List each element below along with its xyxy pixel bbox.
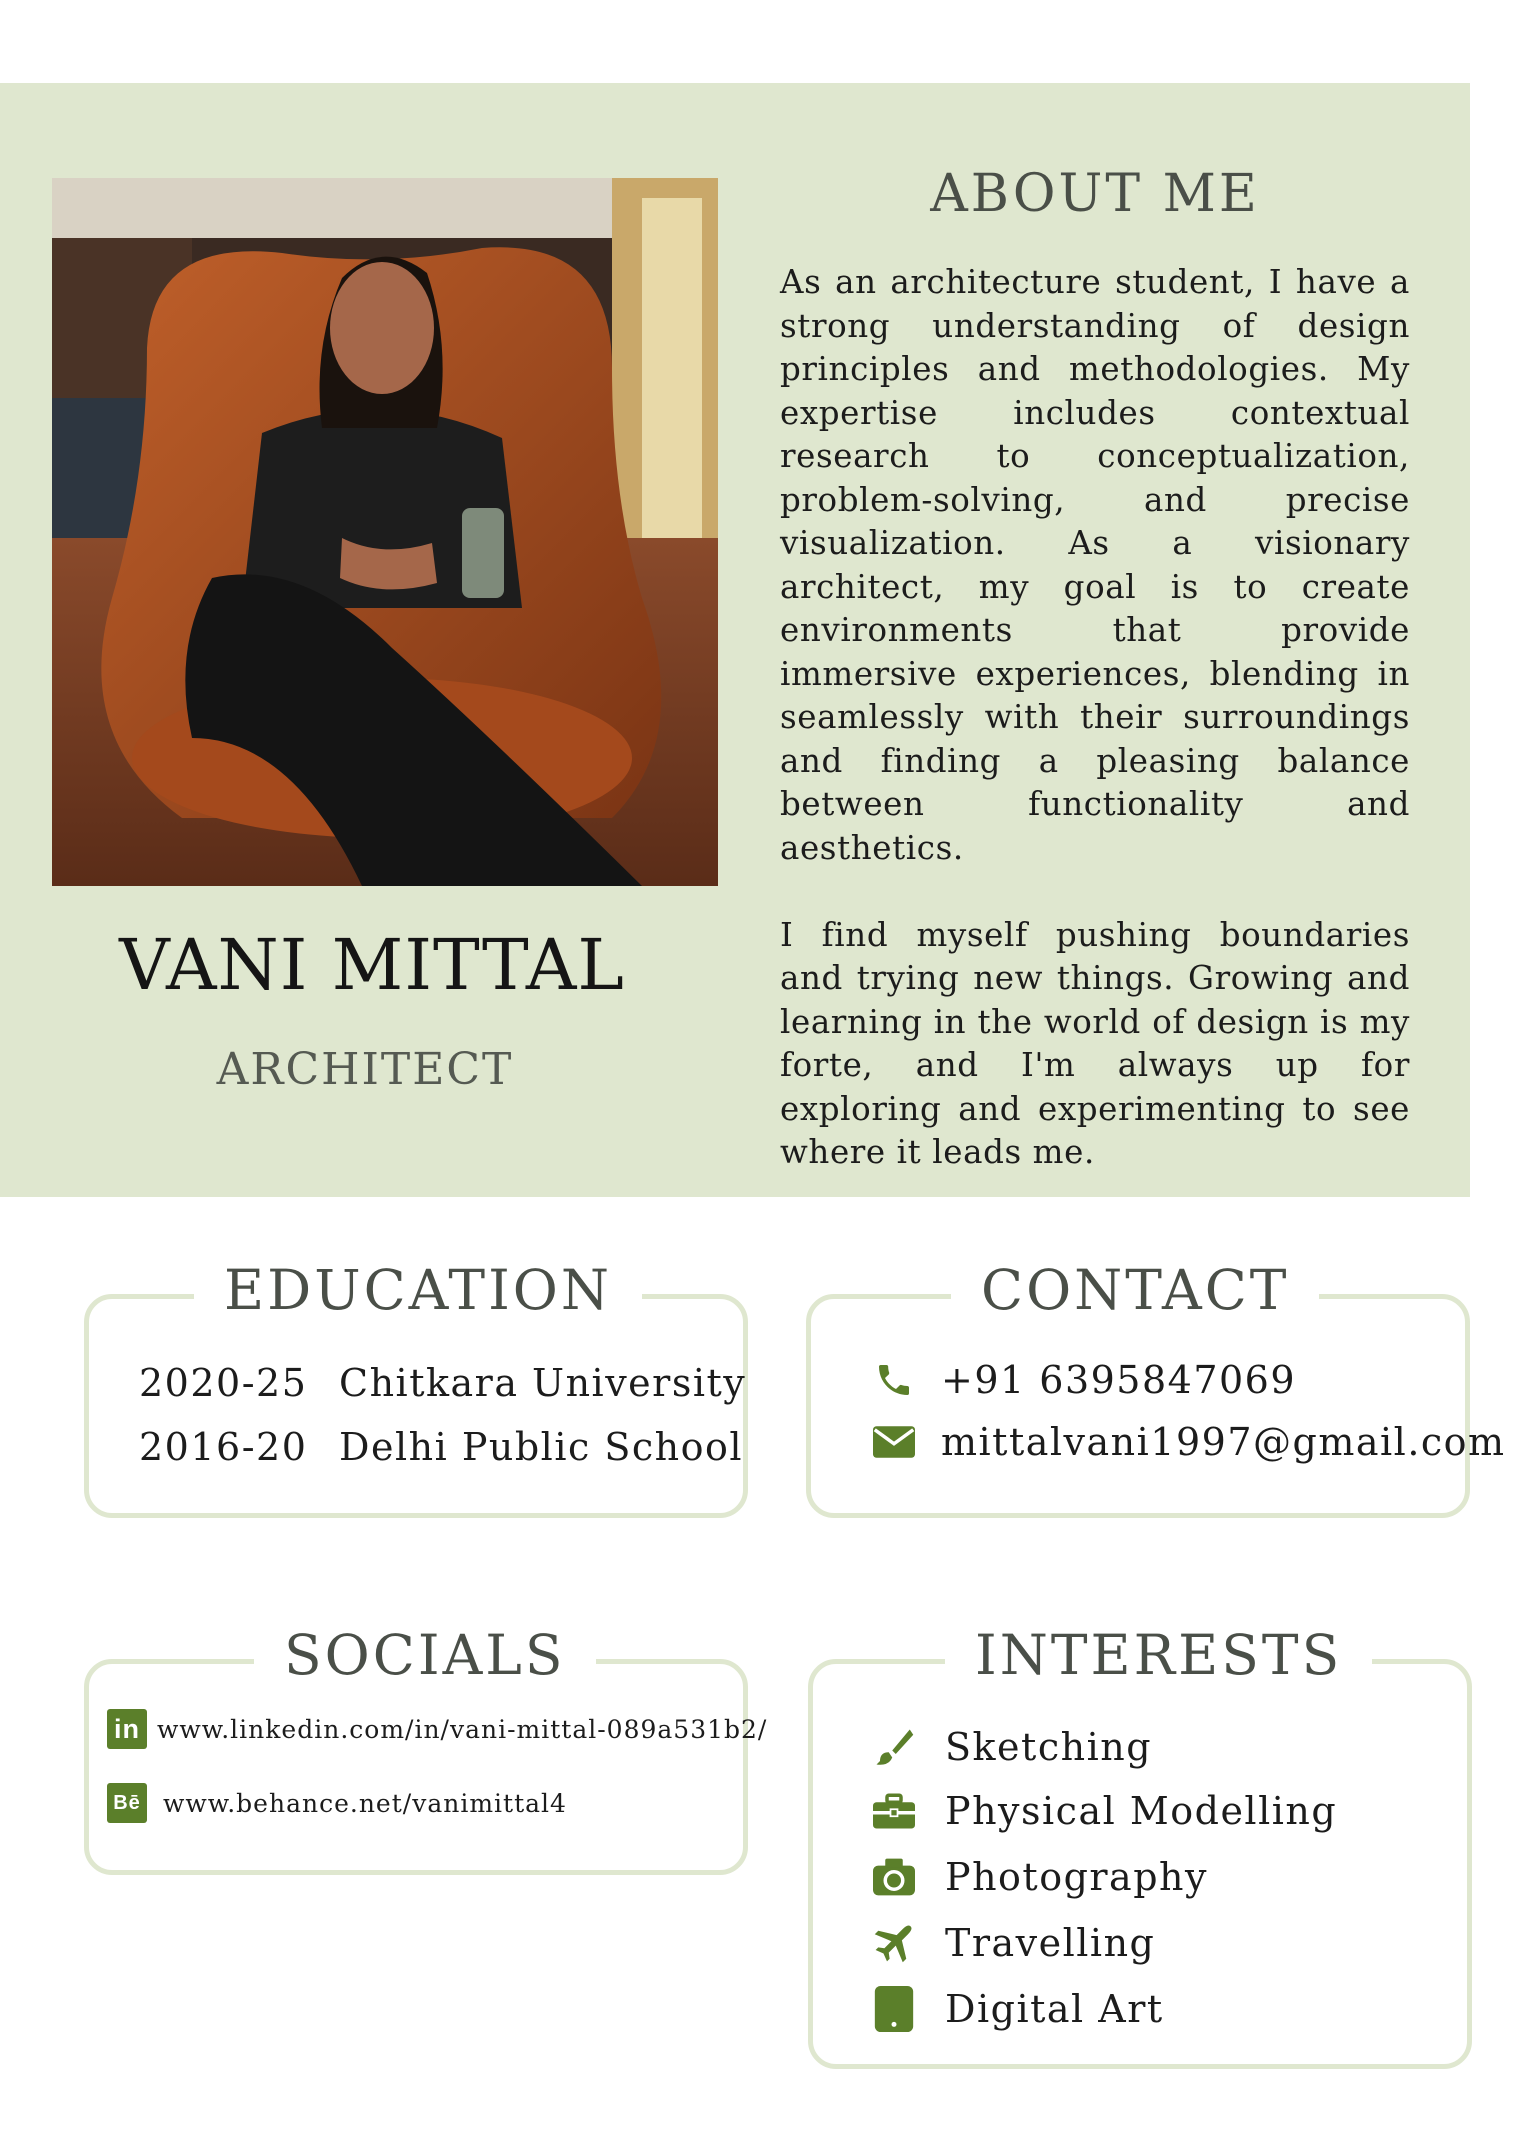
person-name: VANI MITTAL (119, 924, 625, 1006)
education-year: 2020-25 (139, 1361, 308, 1405)
person-role: ARCHITECT (216, 1044, 514, 1095)
mail-icon (871, 1419, 917, 1465)
education-box (84, 1258, 748, 1518)
interest-item (871, 1724, 1152, 1770)
interest-label: Digital Art (945, 1987, 1164, 2031)
toolbox-icon (871, 1788, 917, 1834)
tablet-icon (871, 1986, 917, 2032)
linkedin-icon: in (107, 1709, 147, 1749)
interests-title: INTERESTS (945, 1628, 1372, 1683)
linkedin-link[interactable]: www.linkedin.com/in/vani-mittal-089a531b2/ (157, 1714, 768, 1744)
airplane-icon (871, 1920, 917, 1966)
education-row (139, 1361, 746, 1405)
camera-icon (871, 1854, 917, 1900)
about-text (780, 261, 1410, 1175)
interest-label: Travelling (945, 1921, 1156, 1965)
email-address[interactable]: mittalvani1997@gmail.com (941, 1420, 1506, 1464)
education-row (139, 1425, 743, 1469)
socials-box (84, 1623, 768, 1875)
interest-item (871, 1920, 1155, 1966)
contact-phone-row (871, 1357, 1296, 1403)
behance-link[interactable]: www.behance.net/vanimittal4 (163, 1788, 567, 1818)
interest-item (871, 1788, 1337, 1834)
profile-photo-illustration (52, 178, 718, 886)
about-title: ABOUT ME (930, 164, 1260, 224)
about-paragraph-1: As an architecture student, I have a strong understanding of design principles and methodologies. My expertise includes contextual research to conceptualization, problem-solving, and precise visualization. As a visionary architect, my goal is to create environments that provide immersive experiences, blending in seamlessly with their surroundings and finding a pleasing balance between functionality and aesthetics. (780, 263, 1410, 867)
contact-title: CONTACT (951, 1263, 1319, 1318)
interest-label: Sketching (945, 1725, 1153, 1769)
education-school: Delhi Public School (339, 1425, 744, 1469)
paintbrush-icon (871, 1724, 917, 1770)
phone-icon (871, 1357, 917, 1403)
interest-label: Physical Modelling (945, 1789, 1338, 1833)
interests-box (808, 1623, 1472, 2069)
interest-item (871, 1986, 1164, 2032)
contact-email-row (871, 1419, 1506, 1465)
education-title: EDUCATION (194, 1263, 642, 1318)
contact-box (806, 1258, 1506, 1518)
linkedin-row[interactable] (107, 1709, 767, 1749)
interest-item (871, 1854, 1208, 1900)
interest-label: Photography (945, 1855, 1208, 1899)
education-school: Chitkara University (339, 1361, 747, 1405)
socials-title: SOCIALS (254, 1628, 596, 1683)
about-paragraph-2: I find myself pushing boundaries and trying new things. Growing and learning in the world of design is my forte, and I'm always up for exploring and experimenting to see where it leads me. (780, 915, 1410, 1171)
phone-number[interactable]: +91 6395847069 (941, 1358, 1297, 1402)
behance-row[interactable] (107, 1783, 567, 1823)
profile-photo (52, 178, 718, 886)
education-year: 2016-20 (139, 1425, 308, 1469)
behance-icon: Bē (107, 1783, 147, 1823)
